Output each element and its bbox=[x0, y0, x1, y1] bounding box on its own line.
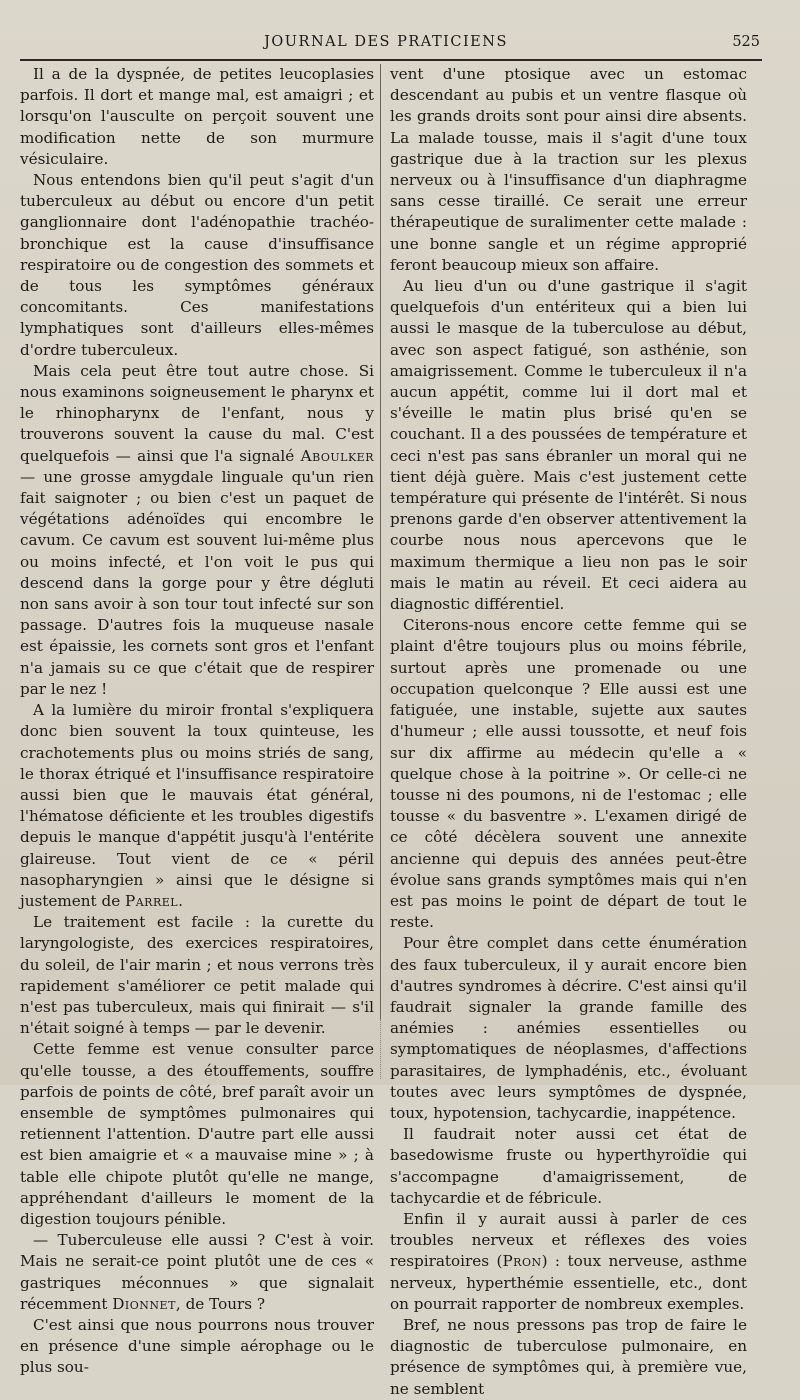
running-head bbox=[12, 30, 760, 52]
left-column bbox=[20, 64, 374, 1379]
paragraph-text: Enfin il y aurait aussi à parler de ces troubles nerveux et réflexes des voies respiratoires ( bbox=[390, 1209, 747, 1271]
author-name: Pron bbox=[502, 1252, 542, 1271]
paragraph bbox=[390, 64, 747, 276]
paragraph bbox=[20, 361, 374, 700]
column-divider-extension bbox=[380, 1019, 381, 1079]
paragraph-text: Il a de la dyspnée, de petites leucoplasies parfois. Il dort et mange mal, est amaigri ; et lorsqu'on l'ausculte on perçoit souvent une modification nette de son murmure vésiculaire. bbox=[20, 65, 374, 168]
paragraph bbox=[20, 912, 374, 1039]
paragraph-text: , de Tours ? bbox=[175, 1294, 266, 1313]
paragraph bbox=[20, 1315, 374, 1379]
paragraph-text: — Tuberculeuse elle aussi ? C'est à voir. Mais ne serait-ce point plutôt une de ces « gastriques méconnues » que signalait récemment bbox=[20, 1231, 374, 1313]
paragraph-text: . bbox=[178, 891, 183, 910]
paragraph-text: Au lieu d'un ou d'une gastrique il s'agit quelquefois d'un entériteux qui a bien lui aussi le masque de la tuberculose au début, avec son aspect fatigué, son asthénie, son amaigrissement. Comme le tuberculeux il n'a aucun appétit, comme lui il dort mal et s'éveille le matin plus brisé qu'en se couchant. Il a des poussées de température et ceci n'est pas sans ébranler un moral qui ne tient déjà guère. Mais c'est justement cette température qui présente de l'intérêt. Si nous prenons garde d'en observer attentivement la courbe nous nous apercevons que le maximum thermique a lieu non pas le soir mais le matin au réveil. Et ceci aidera au diagnostic différentiel. bbox=[390, 277, 747, 614]
paragraph-text: vent d'une ptosique avec un estomac descendant au pubis et un ventre flasque où les grands droits sont pour ainsi dire absents. La malade tousse, mais il s'agit d'une toux gastrique due à la traction sur les plexus nerveux ou à l'insuffisance d'un diaphragme sans cesse tiraillé. Ce serait une erreur thérapeutique de suralimenter cette malade : une bonne sangle et un régime approprié feront beaucoup mieux son affaire. bbox=[390, 65, 747, 274]
paragraph-text: Cette femme est venue consulter parce qu'elle tousse, a des étouffements, souffre parfois de points de côté, bref paraît avoir un ensemble de symptômes pulmonaires qui retiennent l'attention. D'autre part elle aussi est bien amaigrie et « a mauvaise mine » ; à table elle chipote plutôt qu'elle ne mange, appréhendant d'ailleurs le moment de la digestion toujours pénible. bbox=[20, 1040, 374, 1228]
paragraph-text: Le traitement est facile : la curette du laryngologiste, des exercices respiratoires, du soleil, de l'air marin ; et nous verrons très rapidement s'améliorer ce petit malade qui n'est pas tuberculeux, mais qui finirait — s'il n'était soigné à temps — par le devenir. bbox=[20, 913, 374, 1038]
paragraph bbox=[20, 700, 374, 912]
paragraph-text: Il faudrait noter aussi cet état de basedowisme fruste ou hyperthyroïdie qui s'accompagne d'amaigrissement, de tachycardie et de fébricule. bbox=[390, 1125, 747, 1207]
paragraph-text: Mais cela peut être tout autre chose. Si nous examinons soigneusement le pharynx et le rhinopharynx de l'enfant, nous y trouverons souvent la cause du mal. C'est quelquefois — ainsi que l'a signalé bbox=[20, 361, 374, 465]
paragraph-text: A la lumière du miroir frontal s'expliquera donc bien souvent la toux quinteuse, les crachotements plus ou moins striés de sang, le thorax étriqué et l'insuffisance respiratoire aussi bien que le mauvais état général, l'hématose déficiente et les troubles digestifs depuis le manque d'appétit jusqu'à l'entérite glaireuse. Tout vient de ce « péril nasopharyngien » ainsi que le désigne si justement de bbox=[20, 701, 374, 910]
paragraph-text: Bref, ne nous pressons pas trop de faire le diagnostic de tuberculose pulmonaire, en présence de symptômes qui, à première vue, ne semblent bbox=[390, 1315, 747, 1398]
header-rule bbox=[20, 59, 762, 61]
paragraph-text: Pour être complet dans cette énumération des faux tuberculeux, il y aurait encore bien d'autres syndromes à décrire. C'est ainsi qu'il faudrait signaler la grande famille des anémies : anémies essentielles ou symptomatiques de néoplasmes, d'affections parasitaires, de lymphadénis, etc., évoluant toutes avec leurs symptômes de dyspnée, toux, hypotension, tachycardie, inappétence. bbox=[390, 934, 747, 1122]
paragraph bbox=[390, 1315, 747, 1400]
author-name: Aboulker bbox=[300, 446, 374, 465]
paragraph bbox=[20, 1230, 374, 1315]
paragraph bbox=[390, 276, 747, 615]
right-column bbox=[390, 64, 747, 1400]
paragraph bbox=[390, 615, 747, 933]
journal-title: JOURNAL DES PRATICIENS bbox=[264, 34, 508, 50]
page-number: 525 bbox=[732, 34, 760, 50]
paragraph bbox=[20, 64, 374, 170]
column-divider bbox=[380, 64, 381, 1019]
author-name: Dionnet bbox=[112, 1294, 176, 1313]
paragraph bbox=[20, 170, 374, 361]
paragraph bbox=[390, 1209, 747, 1315]
paragraph bbox=[390, 1124, 747, 1209]
author-name: Parrel bbox=[125, 891, 179, 910]
paragraph bbox=[390, 933, 747, 1124]
paragraph-text: Citerons-nous encore cette femme qui se plaint d'être toujours plus ou moins fébrile, surtout après une promenade ou une occupation quelconque ? Elle aussi est une fatiguée, une instable, sujette aux sautes d'humeur ; elle aussi toussotte, et neuf fois sur dix affirme au médecin qu'elle a « quelque chose à la poitrine ». Or celle-ci ne tousse ni des poumons, ni de l'estomac ; elle tousse « du basventre ». L'examen dirigé de ce côté décèlera souvent une annexite ancienne qui depuis des années peut-être évolue sans grands symptômes mais qui n'en est pas moins le point de départ de tout le reste. bbox=[390, 616, 747, 932]
paragraph-text: C'est ainsi que nous pourrons nous trouver en présence d'une simple aérophage ou le plus sou- bbox=[20, 1315, 374, 1377]
paragraph-text: ) : toux nerveuse, asthme nerveux, hyperthémie essentielle, etc., dont on pourrait rapporter de nombreux exemples. bbox=[390, 1252, 748, 1313]
paragraph-text: — une grosse amygdale linguale qu'un rien fait saignoter ; ou bien c'est un paquet de végétations adénoïdes qui encombre le cavum. Ce cavum est souvent lui-même plus ou moins infecté, et l'on voit le pus qui descend dans la gorge pour y être dégluti non sans avoir à son tour tout infecté sur son passage. D'autres fois la muqueuse nasale est épaissie, les cornets sont gros et l'enfant n'a jamais su ce que c'était que de respirer par le nez ! bbox=[20, 467, 374, 698]
paragraph bbox=[20, 1039, 374, 1230]
paragraph-text: Nous entendons bien qu'il peut s'agit d'un tuberculeux au début ou encore d'un petit ganglionnaire dont l'adénopathie trachéo-bronchique est la cause d'insuffisance respiratoire ou de congestion des sommets et de tous les symptômes généraux concomitants. Ces manifestations lymphatiques sont d'ailleurs elles-mêmes d'ordre tuberculeux. bbox=[20, 171, 374, 359]
